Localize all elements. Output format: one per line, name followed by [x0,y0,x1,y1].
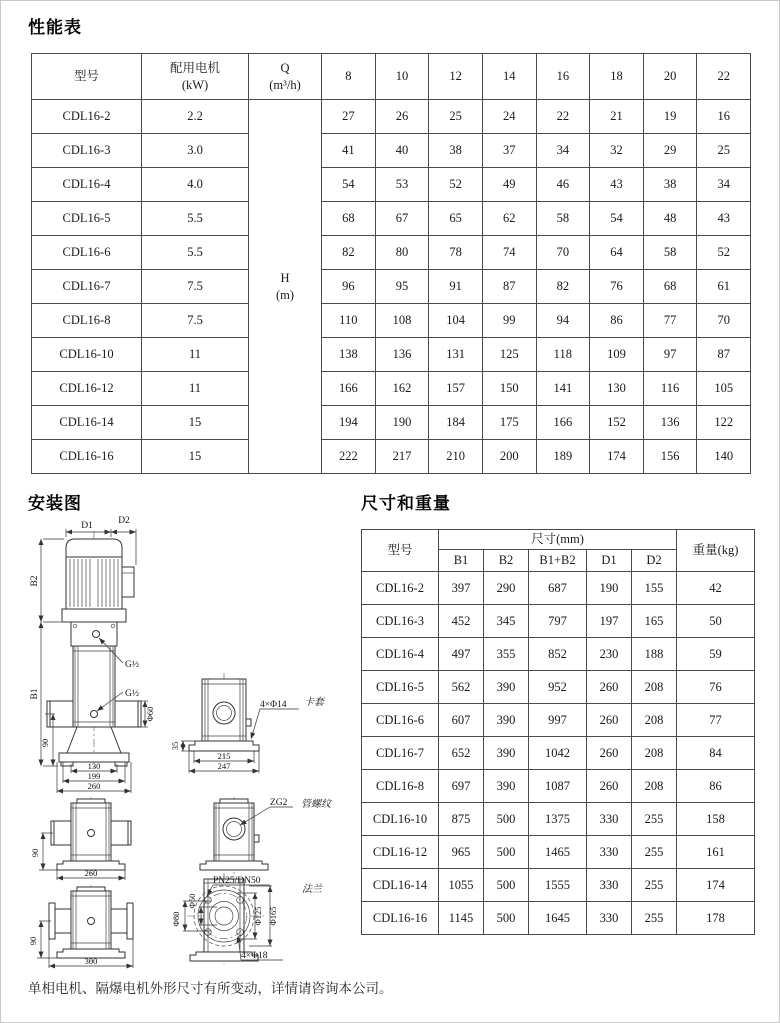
size-b1b2-cell: 1645 [529,902,587,935]
perf-head-value-cell: 58 [643,236,697,270]
perf-model-cell: CDL16-10 [32,338,142,372]
size-d1-cell: 330 [587,869,632,902]
perf-model-cell: CDL16-5 [32,202,142,236]
size-b1-cell: 607 [439,704,484,737]
size-row [362,605,755,638]
size-d1-cell: 260 [587,770,632,803]
holes-4x14-label: 4×Φ14 [260,700,287,710]
perf-head-value-cell: 38 [643,168,697,202]
dim-300-label: 300 [84,956,98,966]
size-d2-cell: 208 [632,671,677,704]
size-b1-cell: 1055 [439,869,484,902]
size-b2-cell: 390 [484,770,529,803]
perf-kw-cell: 3.0 [142,134,249,168]
perf-head-value-cell: 54 [322,168,376,202]
perf-head-value-cell: 21 [590,100,644,134]
perf-head-value-cell: 68 [643,270,697,304]
g-half-top-label: G½ [125,660,139,670]
perf-head-value-cell: 76 [590,270,644,304]
perf-head-value-cell: 109 [590,338,644,372]
perf-model-cell: CDL16-12 [32,372,142,406]
perf-head-value-cell: 29 [643,134,697,168]
perf-model-cell: CDL16-2 [32,100,142,134]
ferrule-view-drawing [170,673,326,773]
perf-head-value-cell: 43 [697,202,751,236]
dim-b2-label: B2 [30,575,40,587]
size-row [362,836,755,869]
perf-head-value-cell: 110 [322,304,376,338]
perf-head-value-cell: 105 [697,372,751,406]
size-b1-cell: 1145 [439,902,484,935]
size-d1-cell: 260 [587,671,632,704]
perf-model-cell: CDL16-3 [32,134,142,168]
perf-head-value-cell: 138 [322,338,376,372]
size-b1-cell: 562 [439,671,484,704]
perf-row [32,406,751,440]
perf-row [32,100,751,134]
size-weight-cell: 59 [677,638,755,671]
size-weight-cell: 42 [677,572,755,605]
flange-view-drawing [171,873,323,965]
perf-head-value-cell: 67 [375,202,429,236]
size-d2-cell: 255 [632,902,677,935]
dim-phi50-label: Φ50 [187,893,197,909]
perf-kw-cell: 11 [142,338,249,372]
perf-col-motor [142,54,249,100]
size-b1b2-cell: 997 [529,704,587,737]
size-weight-cell: 158 [677,803,755,836]
size-d1-cell: 330 [587,902,632,935]
size-model-cell: CDL16-3 [362,605,439,638]
perf-head-value-cell: 87 [482,270,536,304]
size-b1b2-cell: 852 [529,638,587,671]
perf-head-value-cell: 125 [482,338,536,372]
installation-drawing [27,511,347,977]
perf-row [32,168,751,202]
perf-head-value-cell: 37 [482,134,536,168]
size-model-cell: CDL16-2 [362,572,439,605]
size-weight-cell: 86 [677,770,755,803]
dim-90-bot-label: 90 [28,936,38,946]
perf-model-cell: CDL16-16 [32,440,142,474]
size-b1-cell: 965 [439,836,484,869]
junction-box [122,567,134,597]
size-b1-cell: 397 [439,572,484,605]
size-b1-cell: 875 [439,803,484,836]
perf-row [32,202,751,236]
size-row [362,572,755,605]
perf-head-value-cell: 222 [322,440,376,474]
size-d1-cell: 260 [587,737,632,770]
size-row [362,902,755,935]
perf-head-value-cell: 157 [429,372,483,406]
perf-model-cell: CDL16-8 [32,304,142,338]
perf-head-value-cell: 150 [482,372,536,406]
perf-header-row [32,54,751,100]
size-col-model: 型号 [362,530,439,572]
size-row [362,869,755,902]
size-model-cell: CDL16-6 [362,704,439,737]
perf-head-value-cell: 49 [482,168,536,202]
perf-head-value-cell: 34 [697,168,751,202]
size-d1-cell: 197 [587,605,632,638]
perf-head-value-cell: 48 [643,202,697,236]
size-b2-cell: 390 [484,737,529,770]
perf-head-value-cell: 16 [697,100,751,134]
perf-head-value-cell: 68 [322,202,376,236]
perf-head-value-cell: 140 [697,440,751,474]
perf-head-value-cell: 62 [482,202,536,236]
size-b1b2-cell: 797 [529,605,587,638]
perf-head-value-cell: 82 [536,270,590,304]
perf-head-value-cell: 116 [643,372,697,406]
g-half-side-label: G½ [125,689,139,699]
size-b1b2-cell: 1465 [529,836,587,869]
size-b2-cell: 500 [484,836,529,869]
perf-head-value-cell: 19 [643,100,697,134]
size-weight-cell: 84 [677,737,755,770]
size-subcol: D2 [632,550,677,572]
size-d2-cell: 255 [632,869,677,902]
perf-kw-cell: 7.5 [142,304,249,338]
perf-head-value-cell: 25 [429,100,483,134]
perf-head-value-cell: 162 [375,372,429,406]
perf-head-value-cell: 166 [322,372,376,406]
perf-head-value-cell: 95 [375,270,429,304]
perf-col-flow: 22 [697,54,751,100]
perf-kw-cell: 11 [142,372,249,406]
perf-head-value-cell: 74 [482,236,536,270]
perf-model-cell: CDL16-7 [32,270,142,304]
size-d1-cell: 330 [587,803,632,836]
size-b1b2-cell: 1087 [529,770,587,803]
size-d2-cell: 155 [632,572,677,605]
size-weight-cell: 161 [677,836,755,869]
dim-90-main-label: 90 [40,738,50,748]
perf-kw-cell: 5.5 [142,236,249,270]
perf-head-value-cell: 80 [375,236,429,270]
size-d1-cell: 330 [587,836,632,869]
size-b1b2-cell: 687 [529,572,587,605]
size-b2-cell: 355 [484,638,529,671]
perf-head-value-cell: 156 [643,440,697,474]
perf-kw-cell: 7.5 [142,270,249,304]
perf-head-value-cell: 32 [590,134,644,168]
size-b1b2-cell: 1375 [529,803,587,836]
perf-head-value-cell: 217 [375,440,429,474]
perf-head-value-cell: 53 [375,168,429,202]
perf-head-value-cell: 61 [697,270,751,304]
perf-head-value-cell: 46 [536,168,590,202]
size-d1-cell: 260 [587,704,632,737]
perf-kw-cell: 4.0 [142,168,249,202]
perf-head-value-cell: 41 [322,134,376,168]
perf-head-value-cell: 38 [429,134,483,168]
size-subcol: B1 [439,550,484,572]
perf-head-value-cell: 189 [536,440,590,474]
size-weight-cell: 77 [677,704,755,737]
perf-head-value-cell: 94 [536,304,590,338]
perf-head-value-cell: 86 [590,304,644,338]
size-row [362,770,755,803]
size-b2-cell: 500 [484,869,529,902]
perf-head-value-cell: 118 [536,338,590,372]
perf-model-cell: CDL16-14 [32,406,142,440]
dim-35-label: 35 [170,741,180,751]
size-d1-cell: 190 [587,572,632,605]
perf-head-value-cell: 194 [322,406,376,440]
footer-note: 单相电机、隔爆电机外形尺寸有所变动，详情请咨询本公司。 [28,981,393,996]
perf-head-value-cell: 52 [697,236,751,270]
dim-247-label: 247 [217,761,231,771]
flange-label: 法兰 [302,884,322,895]
size-weight-cell: 174 [677,869,755,902]
perf-head-value-cell: 27 [322,100,376,134]
size-col-weight: 重量(kg) [677,530,755,572]
mid-left-view-drawing [30,797,131,880]
perf-head-value-cell: 43 [590,168,644,202]
perf-kw-cell: 5.5 [142,202,249,236]
dim-phi125-label: Φ125 [253,906,263,926]
perf-kw-cell: 15 [142,440,249,474]
size-row [362,737,755,770]
size-d2-cell: 165 [632,605,677,638]
size-row [362,704,755,737]
size-b1-cell: 697 [439,770,484,803]
perf-head-value-cell: 24 [482,100,536,134]
perf-head-value-cell: 25 [697,134,751,168]
perf-head-value-cell: 26 [375,100,429,134]
perf-head-value-cell: 136 [375,338,429,372]
perf-head-value-cell: 78 [429,236,483,270]
pn-dn-label: PN25/DN50 [213,876,261,886]
size-model-cell: CDL16-10 [362,803,439,836]
perf-col-q [249,54,322,100]
perf-col-flow: 12 [429,54,483,100]
install-diagram-title: 安装图 [28,494,82,513]
dim-260-main-label: 260 [87,781,101,791]
perf-head-value-cell: 152 [590,406,644,440]
perf-head-value-cell: 22 [536,100,590,134]
size-weight-table [361,529,755,935]
perf-kw-cell: 2.2 [142,100,249,134]
dim-phi60-label: Φ60 [145,706,155,722]
perf-col-q-line2: (m³/h) [269,77,301,92]
perf-head-value-cell: 166 [536,406,590,440]
perf-row [32,134,751,168]
size-b1-cell: 652 [439,737,484,770]
size-weight-cell: 50 [677,605,755,638]
size-header-row-1 [362,530,755,550]
perf-kw-cell: 15 [142,406,249,440]
perf-col-flow: 18 [590,54,644,100]
ferrule-label: 卡套 [304,697,324,708]
size-col-group: 尺寸(mm) [439,530,677,550]
perf-head-value-cell: 210 [429,440,483,474]
size-d2-cell: 208 [632,737,677,770]
dim-199-label: 199 [87,771,101,781]
perf-head-value-cell: 108 [375,304,429,338]
pipe-thread-view-drawing [200,797,333,875]
perf-h-unit-cell: H (m) [249,100,322,474]
size-subcol: B1+B2 [529,550,587,572]
zg2-label: ZG2 [270,798,288,808]
size-d2-cell: 188 [632,638,677,671]
perf-head-value-cell: 91 [429,270,483,304]
size-model-cell: CDL16-7 [362,737,439,770]
size-d1-cell: 230 [587,638,632,671]
perf-col-q-line1: Q [280,61,290,76]
perf-head-value-cell: 70 [536,236,590,270]
size-b2-cell: 390 [484,704,529,737]
perf-head-value-cell: 64 [590,236,644,270]
perf-head-value-cell: 58 [536,202,590,236]
perf-col-flow: 10 [375,54,429,100]
size-weight-cell: 76 [677,671,755,704]
perf-col-flow: 16 [536,54,590,100]
perf-head-value-cell: 190 [375,406,429,440]
dim-d2-label: D2 [118,516,130,526]
perf-col-flow: 20 [643,54,697,100]
perf-head-value-cell: 65 [429,202,483,236]
perf-head-value-cell: 96 [322,270,376,304]
pipe-thread-label: 管螺纹 [301,799,331,810]
size-table-body [362,572,755,935]
perf-head-value-cell: 52 [429,168,483,202]
performance-table [31,53,751,474]
drain-plug [91,711,98,718]
perf-head-value-cell: 131 [429,338,483,372]
perf-head-value-cell: 82 [322,236,376,270]
size-model-cell: CDL16-4 [362,638,439,671]
performance-table-title: 性能表 [28,18,82,37]
perf-table-body [32,100,751,474]
perf-head-value-cell: 130 [590,372,644,406]
size-d2-cell: 255 [632,803,677,836]
perf-model-cell: CDL16-4 [32,168,142,202]
size-d2-cell: 208 [632,770,677,803]
dim-260-mid-label: 260 [84,868,98,878]
perf-head-value-cell: 200 [482,440,536,474]
perf-row [32,338,751,372]
size-b1b2-cell: 952 [529,671,587,704]
dim-90-mid-label: 90 [30,848,40,858]
dim-b1-label: B1 [30,688,40,700]
size-model-cell: CDL16-14 [362,869,439,902]
perf-row [32,236,751,270]
perf-row [32,372,751,406]
size-b2-cell: 290 [484,572,529,605]
size-subcol: D1 [587,550,632,572]
size-model-cell: CDL16-5 [362,671,439,704]
size-b2-cell: 500 [484,902,529,935]
perf-head-value-cell: 54 [590,202,644,236]
size-weight-cell: 178 [677,902,755,935]
perf-head-value-cell: 174 [590,440,644,474]
dim-phi165-label: Φ165 [268,906,278,926]
perf-head-value-cell: 40 [375,134,429,168]
perf-col-motor-line2: (kW) [181,77,209,92]
perf-head-value-cell: 136 [643,406,697,440]
size-b1-cell: 452 [439,605,484,638]
perf-col-model: 型号 [32,54,142,100]
perf-row [32,304,751,338]
perf-col-flow: 14 [482,54,536,100]
dim-phi80-label: Φ80 [171,911,181,927]
size-d2-cell: 255 [632,836,677,869]
perf-head-value-cell: 175 [482,406,536,440]
size-b1-cell: 497 [439,638,484,671]
size-row [362,671,755,704]
perf-head-value-cell: 141 [536,372,590,406]
size-row [362,803,755,836]
size-b2-cell: 500 [484,803,529,836]
perf-head-value-cell: 104 [429,304,483,338]
perf-row [32,440,751,474]
size-b2-cell: 390 [484,671,529,704]
perf-head-value-cell: 70 [697,304,751,338]
perf-model-cell: CDL16-6 [32,236,142,270]
size-subcol: B2 [484,550,529,572]
perf-col-motor-line1: 配用电机 [169,61,220,76]
perf-row [32,270,751,304]
size-model-cell: CDL16-8 [362,770,439,803]
perf-col-flow: 8 [322,54,376,100]
holes-4x18-label: 4×Φ18 [241,951,268,961]
size-b2-cell: 345 [484,605,529,638]
dim-d1-label: D1 [81,521,93,531]
size-row [362,638,755,671]
priming-plug [93,631,100,638]
perf-head-value-cell: 97 [643,338,697,372]
dim-215-label: 215 [217,751,231,761]
size-model-cell: CDL16-12 [362,836,439,869]
main-view-drawing [30,516,155,793]
size-weight-title: 尺寸和重量 [361,494,451,513]
bottom-left-view-drawing [28,885,133,968]
dim-130-label: 130 [87,761,101,771]
perf-head-value-cell: 77 [643,304,697,338]
perf-head-value-cell: 122 [697,406,751,440]
size-b1b2-cell: 1555 [529,869,587,902]
perf-head-value-cell: 87 [697,338,751,372]
size-d2-cell: 208 [632,704,677,737]
size-b1b2-cell: 1042 [529,737,587,770]
size-model-cell: CDL16-16 [362,902,439,935]
perf-head-value-cell: 184 [429,406,483,440]
perf-head-value-cell: 99 [482,304,536,338]
perf-head-value-cell: 34 [536,134,590,168]
